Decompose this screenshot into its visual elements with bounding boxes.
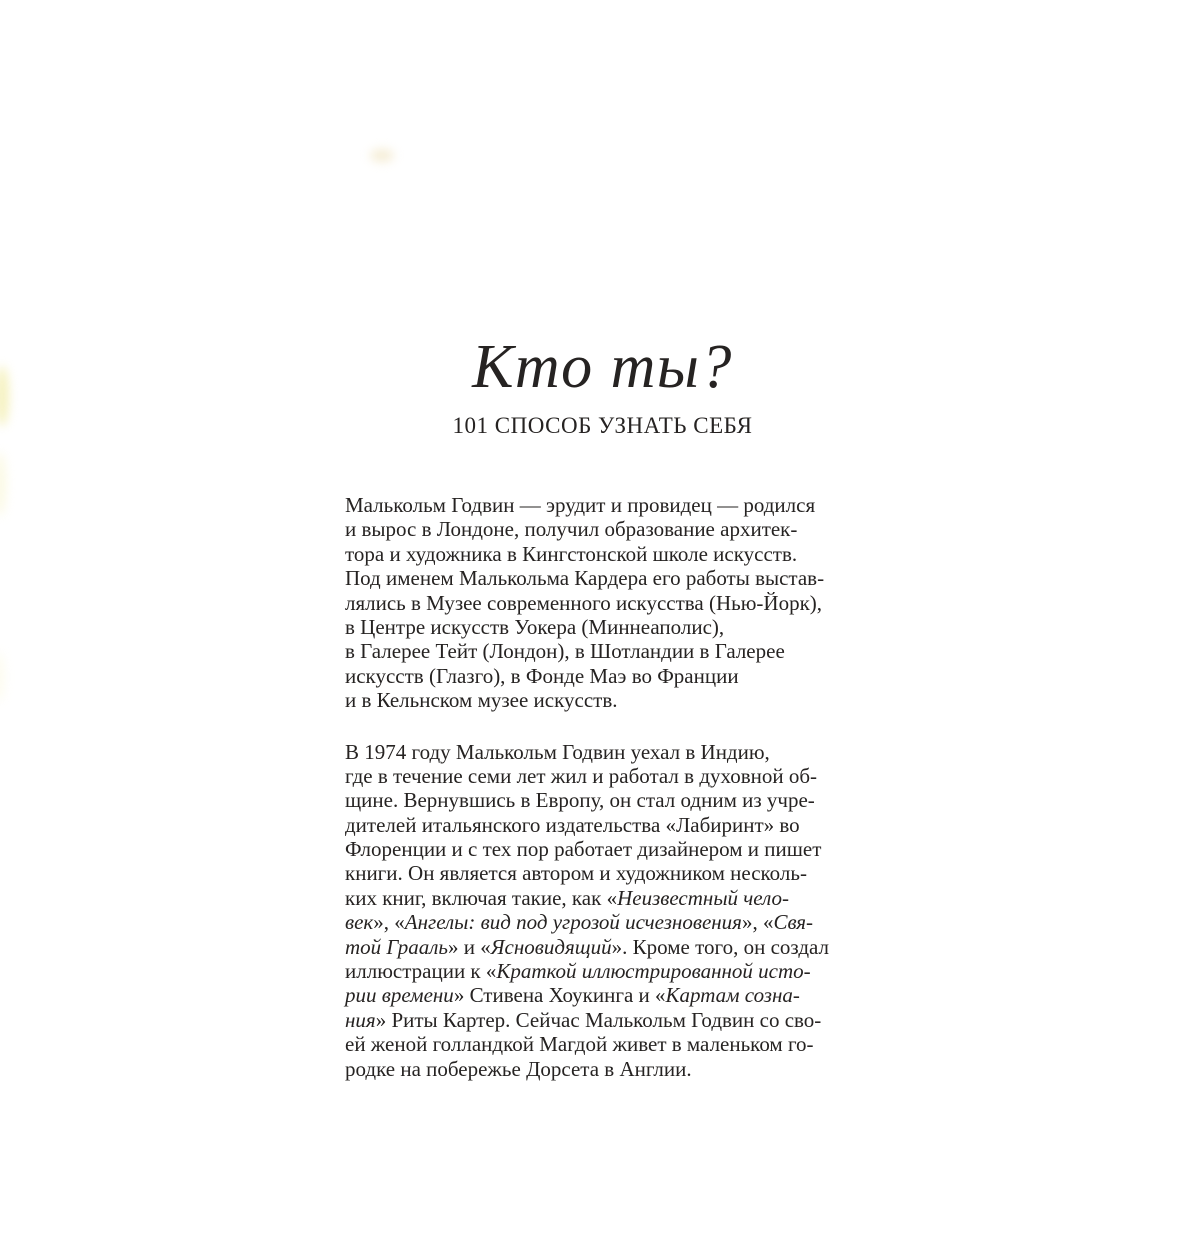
text-segment: в Галерее Тейт (Лондон), в Шотландии в Галерее	[345, 639, 785, 664]
book-title-segment: той Грааль	[345, 934, 448, 959]
text-segment: и вырос в Лондоне, получил образование архитек-	[345, 517, 798, 542]
text-line	[345, 983, 860, 1007]
text-segment: щине. Вернувшись в Европу, он стал одним из учре-	[345, 788, 815, 813]
text-segment: ких книг, включая такие, как «	[345, 885, 618, 910]
scan-smudge-left-edge	[0, 366, 9, 426]
text-line	[345, 861, 860, 885]
scan-smudge-left-edge	[0, 452, 6, 516]
text-segment: Флоренции и с тех пор работает дизайнером и пишет	[345, 837, 822, 862]
text-line	[345, 591, 860, 615]
text-segment: иллюстрации к «	[345, 959, 497, 984]
text-segment: », «	[741, 910, 774, 935]
text-line	[345, 935, 860, 959]
text-line	[345, 517, 860, 541]
text-segment: где в течение семи лет жил и работал в духовной об-	[345, 763, 818, 788]
paragraph	[345, 493, 860, 713]
text-line	[345, 788, 860, 812]
text-line	[345, 1008, 860, 1032]
book-title-segment: ния	[345, 1007, 376, 1032]
text-line	[345, 813, 860, 837]
text-line	[345, 959, 860, 983]
book-title-segment: Неизвестный чело-	[617, 885, 790, 910]
text-line	[345, 566, 860, 590]
text-line	[345, 615, 860, 639]
text-segment: Малькольм Годвин — эрудит и провидец — родился	[345, 493, 816, 517]
text-line	[345, 910, 860, 934]
book-title-segment: рии времени	[345, 983, 454, 1008]
text-line	[345, 688, 860, 712]
text-segment: в Центре искусств Уокера (Миннеаполис),	[345, 614, 725, 639]
book-title-segment: Ясновидящий	[490, 934, 612, 959]
paragraph	[345, 740, 860, 1081]
text-line	[345, 639, 860, 663]
book-title-segment: Краткой иллюстрированной исто-	[496, 959, 811, 984]
text-line	[345, 542, 860, 566]
text-line	[345, 664, 860, 688]
body-text	[345, 493, 860, 1081]
text-segment: книги. Он является автором и художником несколь-	[345, 861, 807, 886]
text-segment: искусств (Глазго), в Фонде Маэ во Франции	[345, 663, 739, 688]
text-line	[345, 740, 860, 764]
text-segment: и в Кельнском музее искусств.	[345, 688, 618, 713]
book-title-segment: Свя-	[773, 910, 814, 935]
book-title-segment: век	[345, 910, 374, 935]
book-title-segment: Ангелы: вид под угрозой исчезновения	[404, 910, 742, 935]
text-line	[345, 1057, 860, 1081]
text-segment: », «	[373, 910, 405, 935]
page-title: Кто ты?	[472, 333, 733, 401]
page-subtitle: 101 СПОСОБ УЗНАТЬ СЕБЯ	[452, 413, 753, 438]
text-line	[345, 764, 860, 788]
text-line	[345, 837, 860, 861]
text-line	[345, 886, 860, 910]
text-segment: Под именем Малькольма Кардера его работы выстав-	[345, 566, 825, 591]
text-segment: ей женой голландкой Магдой живет в маленьком го-	[345, 1032, 814, 1057]
text-segment: » Стивена Хоукинга и «	[453, 983, 666, 1008]
text-segment: дителей итальянского издательства «Лабиринт» во	[345, 812, 800, 837]
text-segment: лялись в Музее современного искусства (Нью-Йорк),	[345, 590, 823, 615]
text-segment: » Риты Картер. Сейчас Малькольм Годвин со сво-	[375, 1007, 822, 1032]
scan-smudge-left-edge	[0, 652, 4, 702]
text-segment: родке на побережье Дорсета в Англии.	[345, 1056, 692, 1081]
page-content	[345, 0, 860, 1081]
text-segment: В 1974 году Малькольм Годвин уехал в Индию,	[345, 739, 770, 764]
text-line	[345, 1032, 860, 1056]
book-title-segment: Картам созна-	[665, 983, 800, 1008]
text-segment: ». Кроме того, он создал	[611, 934, 830, 959]
text-line	[345, 493, 860, 517]
text-segment: » и «	[448, 934, 491, 959]
text-segment: тора и художника в Кингстонской школе искусств.	[345, 541, 798, 566]
